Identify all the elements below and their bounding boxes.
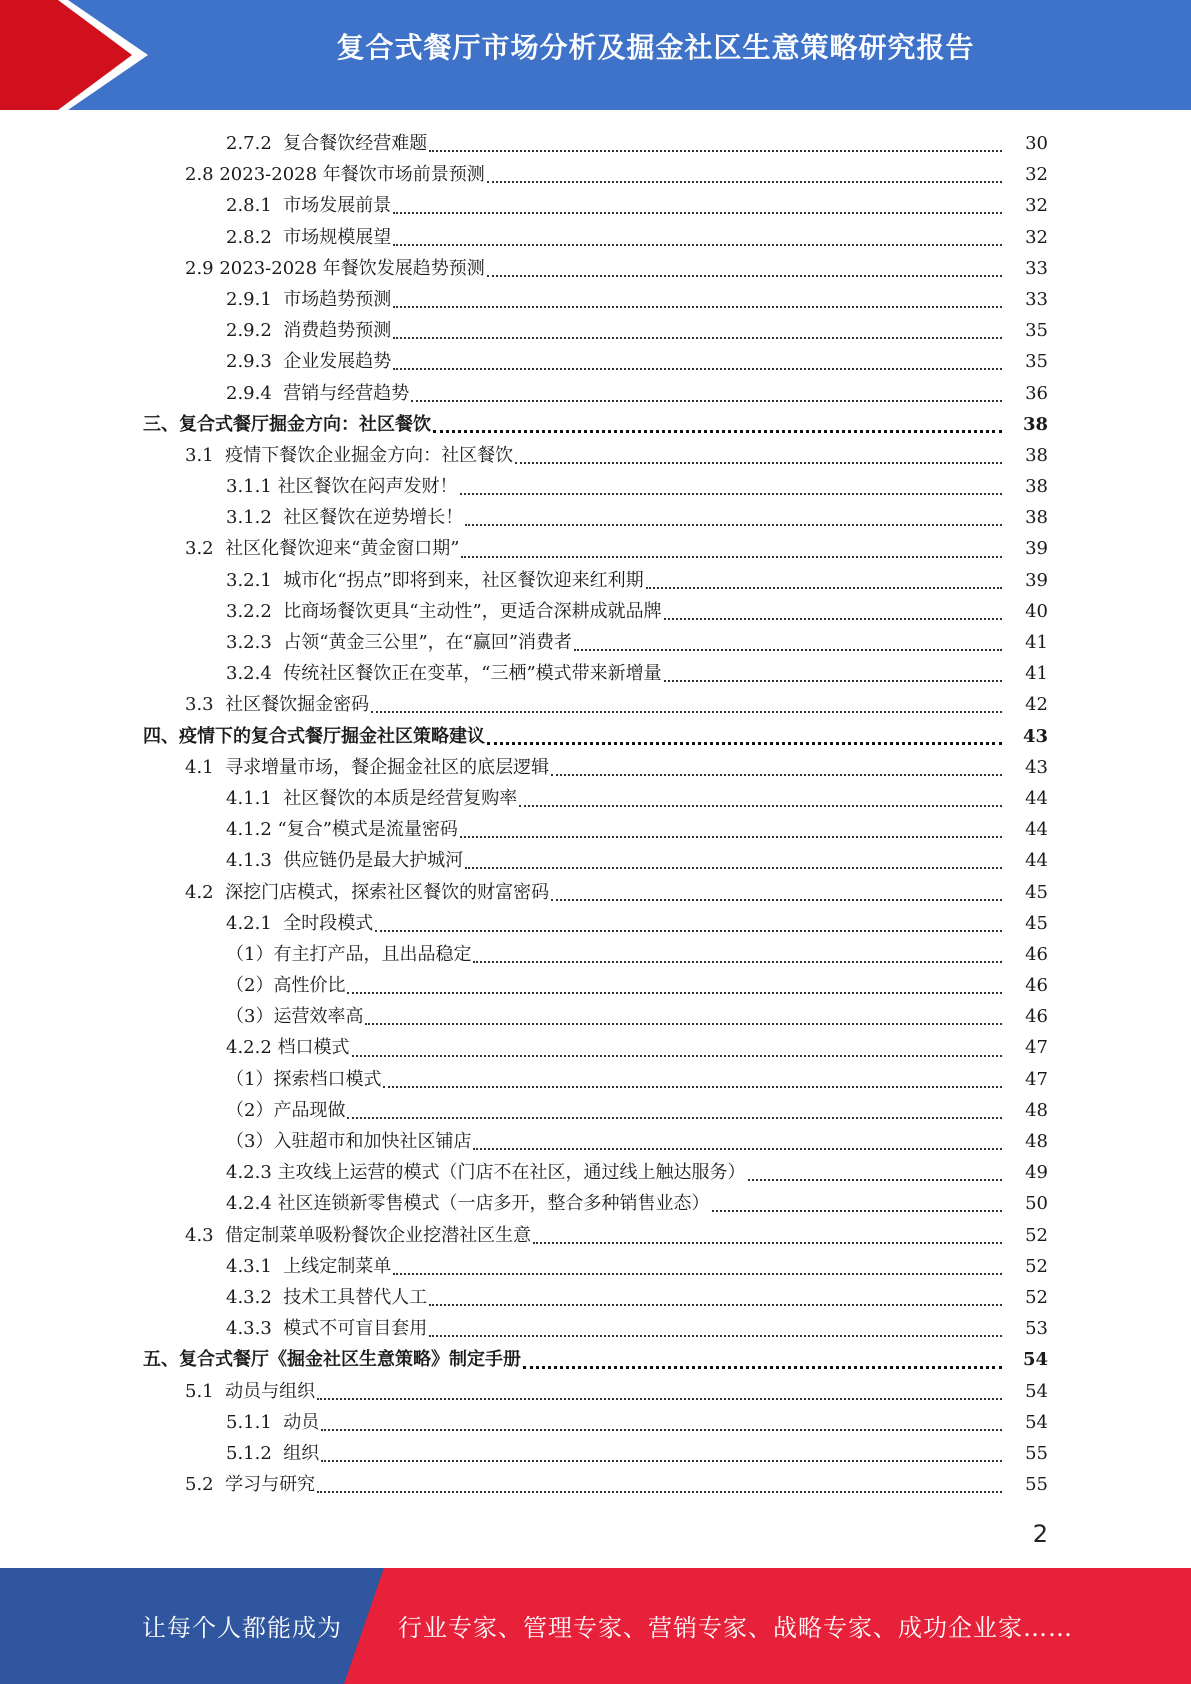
toc-entry[interactable] — [0, 440, 1191, 471]
toc-entry-page: 42 — [1025, 694, 1048, 716]
header-band — [0, 0, 1191, 110]
toc-leader-dots — [473, 960, 1002, 963]
toc-entry[interactable] — [0, 1469, 1191, 1500]
toc-entry-title: 5.2 学习与研究 — [185, 1474, 316, 1496]
toc-entry[interactable] — [0, 502, 1191, 533]
toc-leader-dots — [433, 429, 1002, 433]
toc-entry-page: 38 — [1025, 444, 1048, 466]
toc-leader-dots — [533, 1241, 1002, 1244]
toc-entry[interactable] — [0, 1064, 1191, 1095]
toc-entry[interactable] — [0, 596, 1191, 627]
toc-leader-dots — [487, 180, 1002, 183]
toc-entry[interactable] — [0, 1157, 1191, 1188]
toc-entry-page: 35 — [1025, 320, 1048, 342]
toc-entry-page: 33 — [1025, 288, 1048, 310]
toc-entry-page: 49 — [1025, 1162, 1048, 1184]
toc-entry[interactable] — [0, 845, 1191, 876]
toc-entry-title: 5.1.1 动员 — [226, 1411, 320, 1433]
toc-entry-page: 43 — [1025, 756, 1048, 778]
toc-entry-page: 54 — [1025, 1411, 1048, 1433]
toc-entry-title: 4.1.2 “复合”模式是流量密码 — [226, 819, 458, 841]
toc-entry-title: （2）高性价比 — [226, 975, 346, 997]
toc-entry[interactable] — [0, 908, 1191, 939]
toc-entry-title: 4.1.1 社区餐饮的本质是经营复购率 — [226, 787, 518, 809]
toc-entry[interactable] — [0, 877, 1191, 908]
toc-entry-title: 4.2.4 社区连锁新零售模式（一店多开，整合多种销售业态） — [226, 1193, 710, 1215]
toc-entry-title: 5.1 动员与组织 — [185, 1380, 316, 1402]
toc-entry-title: 4.1.3 供应链仍是最大护城河 — [226, 850, 464, 872]
toc-leader-dots — [523, 1365, 1002, 1369]
toc-leader-dots — [712, 1209, 1002, 1212]
toc-entry-title: 3.1.1 社区餐饮在闷声发财！ — [226, 476, 458, 498]
toc-entry[interactable] — [0, 346, 1191, 377]
footer-slogan-right: 行业专家、管理专家、营销专家、战略专家、成功企业家…… — [398, 1614, 1073, 1642]
toc-leader-dots — [365, 1022, 1002, 1025]
toc-entry[interactable] — [0, 533, 1191, 564]
toc-entry-page: 38 — [1025, 507, 1048, 529]
toc-leader-dots — [519, 804, 1002, 807]
toc-entry-page: 38 — [1022, 413, 1048, 435]
toc-entry-page: 47 — [1025, 1037, 1048, 1059]
page-title: 复合式餐厅市场分析及掘金社区生意策略研究报告 — [336, 31, 975, 64]
toc-leader-dots — [393, 367, 1002, 370]
toc-entry-page: 40 — [1025, 600, 1048, 622]
toc-entry-title: 4.2.2 档口模式 — [226, 1037, 350, 1059]
toc-entry-title: 3.1 疫情下餐饮企业掘金方向：社区餐饮 — [185, 444, 514, 466]
toc-entry[interactable] — [0, 378, 1191, 409]
toc-leader-dots — [461, 555, 1002, 558]
toc-entry[interactable] — [0, 222, 1191, 253]
toc-entry[interactable] — [0, 1126, 1191, 1157]
toc-entry[interactable] — [0, 689, 1191, 720]
toc-entry-page: 32 — [1025, 195, 1048, 217]
footer-slogan-left: 让每个人都能成为 — [142, 1614, 342, 1642]
toc-leader-dots — [574, 648, 1002, 651]
toc-leader-dots — [411, 399, 1002, 402]
footer-band — [0, 1568, 1191, 1684]
toc-entry[interactable] — [0, 471, 1191, 502]
toc-entry[interactable] — [0, 658, 1191, 689]
toc-leader-dots — [317, 1397, 1002, 1400]
toc-entry-title: 4.3.2 技术工具替代人工 — [226, 1286, 428, 1308]
toc-entry-title: 3.3 社区餐饮掘金密码 — [185, 694, 370, 716]
toc-leader-dots — [551, 898, 1002, 901]
toc-leader-dots — [383, 1085, 1002, 1088]
toc-entry-title: （2）产品现做 — [226, 1099, 346, 1121]
toc-leader-dots — [393, 1272, 1002, 1275]
toc-leader-dots — [465, 866, 1002, 869]
toc-leader-dots — [393, 211, 1002, 214]
toc-entry-page: 52 — [1025, 1286, 1048, 1308]
toc-entry-page: 41 — [1025, 632, 1048, 653]
toc-entry-title: 五、复合式餐厅《掘金社区生意策略》制定手册 — [143, 1349, 521, 1371]
toc-entry[interactable] — [0, 1251, 1191, 1282]
toc-entry-title: 3.2.4 传统社区餐饮正在变革，“三栖”模式带来新增量 — [226, 663, 662, 685]
toc-entry[interactable] — [0, 284, 1191, 315]
toc-leader-dots — [460, 492, 1002, 495]
toc-entry-page: 38 — [1025, 476, 1048, 498]
toc-leader-dots — [646, 586, 1002, 589]
toc-leader-dots — [317, 1490, 1002, 1493]
toc-entry-title: 2.9 2023-2028 年餐饮发展趋势预测 — [185, 257, 485, 279]
toc-entry-title: 2.8.1 市场发展前景 — [226, 195, 392, 217]
toc-leader-dots — [487, 274, 1002, 277]
toc-leader-dots — [371, 710, 1002, 713]
toc-entry-title: 四、疫情下的复合式餐厅掘金社区策略建议 — [143, 725, 485, 747]
toc-entry-page: 54 — [1022, 1349, 1048, 1371]
toc-entry-page: 46 — [1025, 943, 1048, 965]
toc-entry[interactable] — [0, 1220, 1191, 1251]
toc-entry[interactable] — [0, 190, 1191, 221]
header-arrow-icon — [0, 0, 160, 110]
toc-entry-page: 43 — [1022, 725, 1048, 747]
toc-entry[interactable] — [0, 721, 1191, 752]
toc-entry[interactable] — [0, 1188, 1191, 1219]
toc-entry-page: 54 — [1025, 1380, 1048, 1402]
toc-entry-page: 46 — [1025, 975, 1048, 997]
toc-entry[interactable] — [0, 1282, 1191, 1313]
toc-leader-dots — [347, 991, 1002, 994]
toc-leader-dots — [748, 1178, 1002, 1181]
toc-entry-title: 2.8 2023-2028 年餐饮市场前景预测 — [185, 164, 485, 186]
toc-leader-dots — [393, 336, 1002, 339]
toc-leader-dots — [465, 523, 1002, 526]
toc-entry-page: 46 — [1025, 1006, 1048, 1028]
toc-entry-page: 50 — [1025, 1193, 1048, 1215]
toc-entry-page: 39 — [1025, 538, 1048, 560]
toc-entry-page: 44 — [1025, 850, 1048, 872]
toc-entry-title: 2.9.3 企业发展趋势 — [226, 351, 392, 373]
toc-entry-title: 4.3.3 模式不可盲目套用 — [226, 1318, 428, 1340]
toc-entry-title: 3.2.3 占领“黄金三公里”，在“赢回”消费者 — [226, 632, 573, 653]
toc-entry-page: 44 — [1025, 787, 1048, 809]
toc-entry-page: 30 — [1025, 133, 1048, 154]
toc-entry-title: 3.2.2 比商场餐饮更具“主动性”，更适合深耕成就品牌 — [226, 600, 662, 622]
toc-entry-page: 36 — [1025, 382, 1048, 404]
toc-leader-dots — [664, 617, 1002, 620]
table-of-contents — [0, 128, 1191, 1500]
toc-entry-page: 45 — [1025, 912, 1048, 934]
toc-leader-dots — [375, 929, 1002, 932]
toc-entry[interactable] — [0, 128, 1191, 159]
toc-entry[interactable] — [0, 1376, 1191, 1407]
toc-entry-page: 33 — [1025, 257, 1048, 279]
toc-entry-title: 3.2 社区化餐饮迎来“黄金窗口期” — [185, 538, 460, 560]
toc-entry[interactable] — [0, 1001, 1191, 1032]
toc-leader-dots — [321, 1428, 1002, 1431]
toc-entry[interactable] — [0, 409, 1191, 440]
toc-entry-title: 2.9.1 市场趋势预测 — [226, 288, 392, 310]
toc-entry-title: 4.2.1 全时段模式 — [226, 912, 374, 934]
toc-entry[interactable] — [0, 1313, 1191, 1344]
toc-leader-dots — [429, 1334, 1002, 1337]
toc-entry-title: 4.1 寻求增量市场，餐企掘金社区的底层逻辑 — [185, 756, 550, 778]
toc-entry-page: 48 — [1025, 1131, 1048, 1152]
toc-leader-dots — [347, 1116, 1002, 1119]
toc-leader-dots — [460, 835, 1002, 838]
toc-entry[interactable] — [0, 315, 1191, 346]
toc-leader-dots — [352, 1054, 1002, 1057]
toc-leader-dots — [429, 1303, 1002, 1306]
toc-entry-page: 55 — [1025, 1442, 1048, 1464]
toc-entry[interactable] — [0, 159, 1191, 190]
page-number: 2 — [1032, 1520, 1048, 1548]
toc-entry-title: （3）入驻超市和加快社区铺店 — [226, 1131, 472, 1152]
toc-entry-title: 4.2 深挖门店模式，探索社区餐饮的财富密码 — [185, 881, 550, 903]
toc-entry-title: （1）探索档口模式 — [226, 1068, 382, 1090]
toc-entry-page: 41 — [1025, 663, 1048, 685]
toc-leader-dots — [473, 1147, 1002, 1150]
toc-leader-dots — [664, 679, 1002, 682]
toc-entry-page: 47 — [1025, 1068, 1048, 1090]
toc-entry-title: 2.8.2 市场规模展望 — [226, 226, 392, 248]
toc-entry[interactable] — [0, 970, 1191, 1001]
toc-entry[interactable] — [0, 1095, 1191, 1126]
toc-entry-page: 35 — [1025, 351, 1048, 373]
toc-entry-title: 3.2.1 城市化“拐点”即将到来，社区餐饮迎来红利期 — [226, 569, 644, 591]
toc-entry-page: 45 — [1025, 881, 1048, 903]
toc-entry[interactable] — [0, 814, 1191, 845]
toc-entry-title: 5.1.2 组织 — [226, 1442, 320, 1464]
toc-entry[interactable] — [0, 1438, 1191, 1469]
toc-entry-title: 4.2.3 主攻线上运营的模式（门店不在社区，通过线上触达服务） — [226, 1162, 746, 1184]
toc-leader-dots — [487, 741, 1002, 745]
toc-entry-title: 4.3.1 上线定制菜单 — [226, 1255, 392, 1277]
toc-entry-title: 4.3 借定制菜单吸粉餐饮企业挖潜社区生意 — [185, 1224, 532, 1246]
toc-entry-title: 2.9.4 营销与经营趋势 — [226, 382, 410, 404]
toc-entry[interactable] — [0, 939, 1191, 970]
toc-leader-dots — [393, 305, 1002, 308]
toc-leader-dots — [429, 149, 1002, 152]
toc-leader-dots — [551, 773, 1002, 776]
toc-entry-title: （3）运营效率高 — [226, 1006, 364, 1028]
toc-leader-dots — [393, 243, 1002, 246]
toc-entry-page: 48 — [1025, 1099, 1048, 1121]
toc-entry[interactable] — [0, 565, 1191, 596]
toc-entry-page: 32 — [1025, 164, 1048, 186]
toc-entry-title: （1）有主打产品，且出品稳定 — [226, 943, 472, 965]
toc-entry-page: 44 — [1025, 819, 1048, 841]
toc-entry-page: 53 — [1025, 1318, 1048, 1340]
toc-entry-title: 三、复合式餐厅掘金方向：社区餐饮 — [143, 413, 431, 435]
toc-leader-dots — [321, 1459, 1002, 1462]
toc-entry-page: 39 — [1025, 569, 1048, 591]
toc-entry-page: 55 — [1025, 1474, 1048, 1496]
toc-entry[interactable] — [0, 752, 1191, 783]
toc-entry-page: 32 — [1025, 226, 1048, 248]
toc-entry[interactable] — [0, 1344, 1191, 1375]
toc-entry[interactable] — [0, 1032, 1191, 1063]
toc-entry-page: 52 — [1025, 1255, 1048, 1277]
toc-entry-title: 3.1.2 社区餐饮在逆势增长！ — [226, 507, 464, 529]
toc-entry-page: 52 — [1025, 1224, 1048, 1246]
toc-entry-title: 2.7.2 复合餐饮经营难题 — [226, 133, 428, 154]
toc-entry-title: 2.9.2 消费趋势预测 — [226, 320, 392, 342]
toc-leader-dots — [515, 461, 1002, 464]
toc-entry[interactable] — [0, 783, 1191, 814]
toc-entry[interactable] — [0, 1407, 1191, 1438]
toc-entry[interactable] — [0, 627, 1191, 658]
toc-entry[interactable] — [0, 253, 1191, 284]
